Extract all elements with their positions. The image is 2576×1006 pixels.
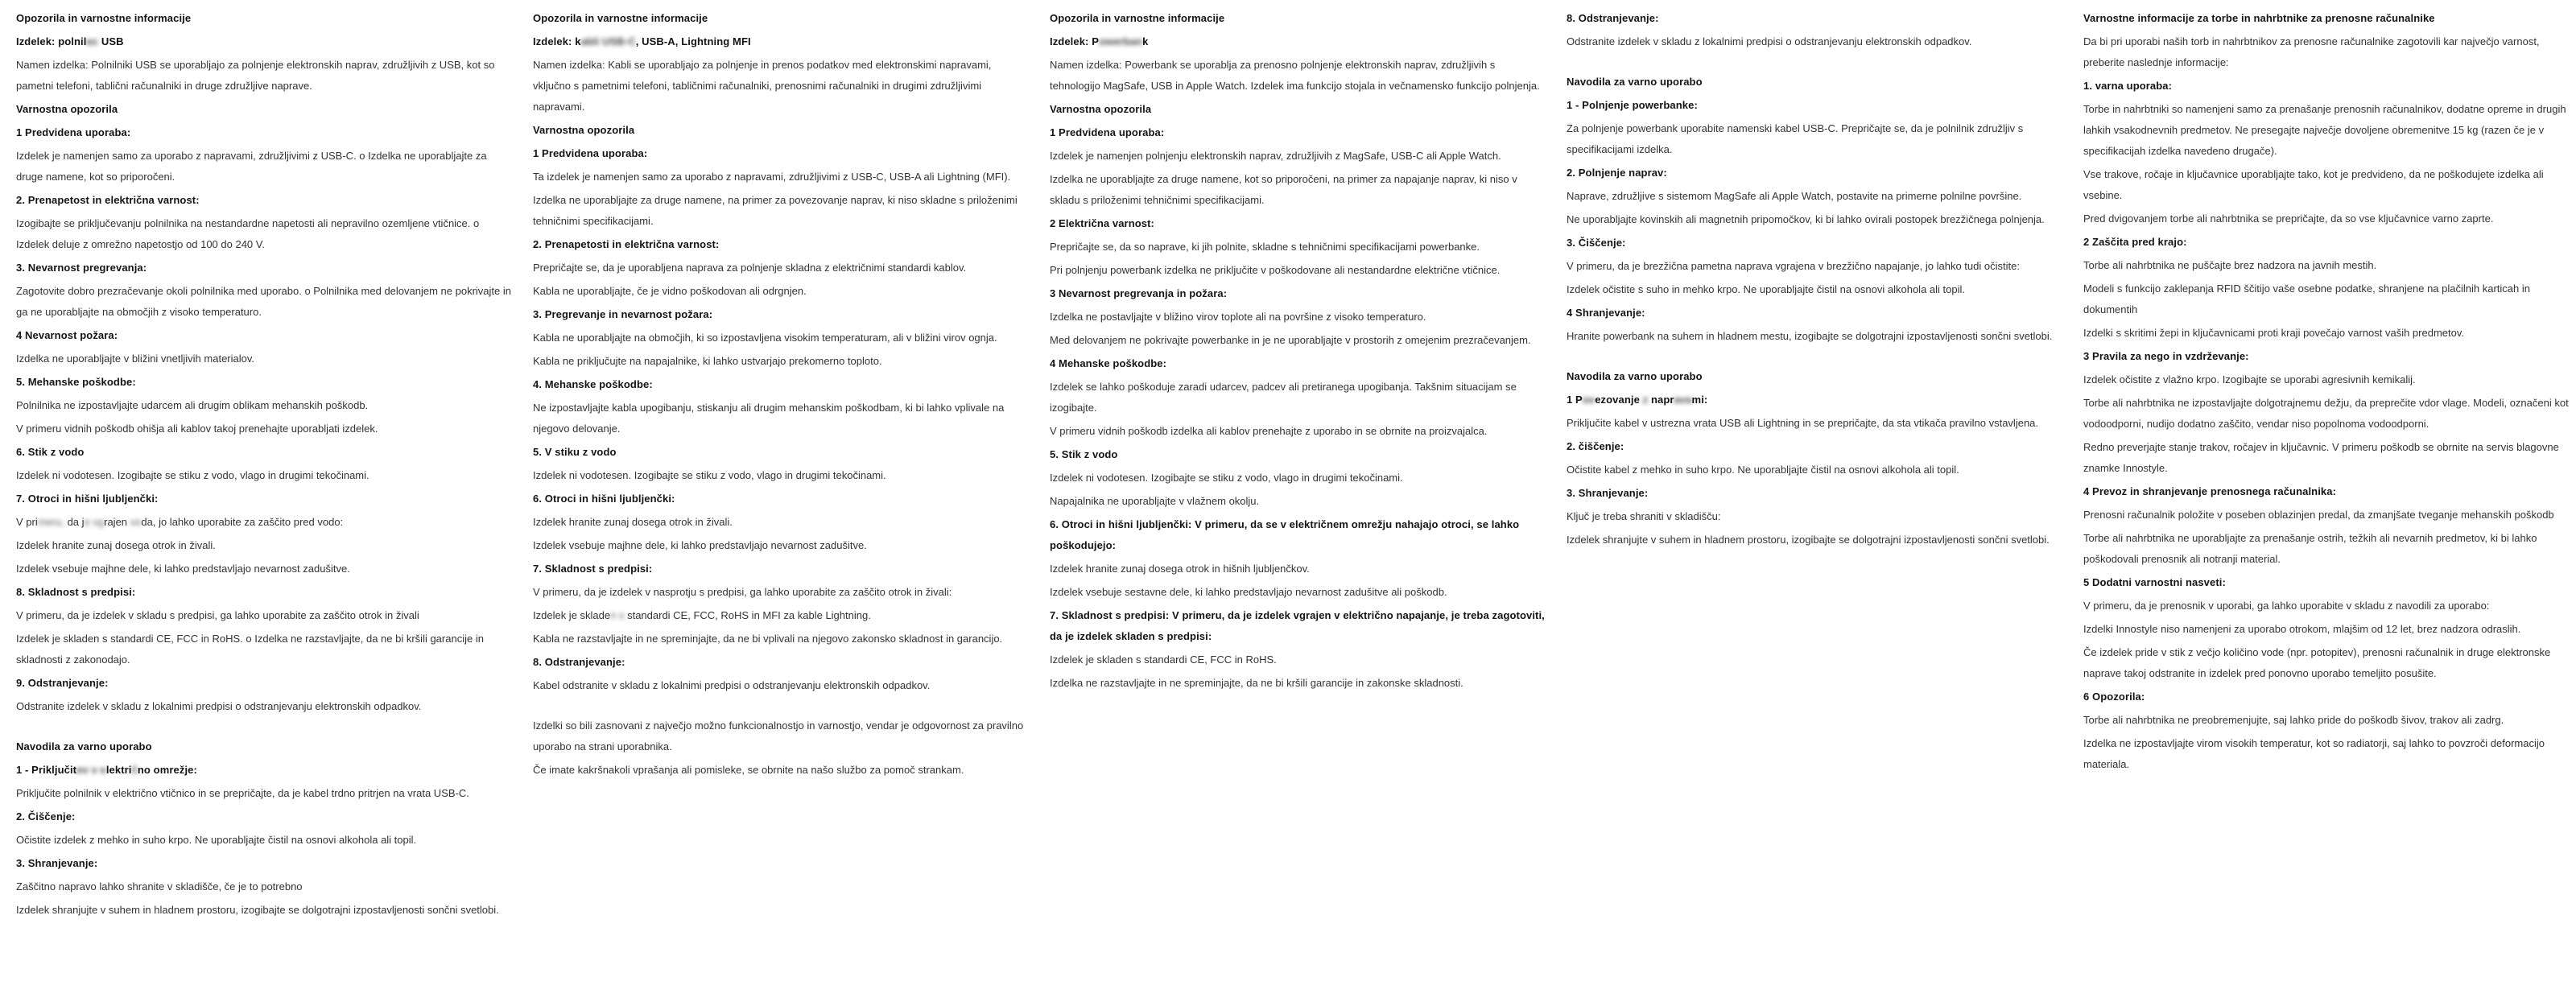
paragraph	[2083, 99, 2576, 162]
section-heading	[1567, 483, 2062, 504]
text-column-1	[16, 8, 511, 923]
text-run: V primeru vidnih poškodb izdelka ali kablov prenehajte z uporabo in se obrnite na proizvajalca.	[1050, 425, 1488, 437]
paragraph	[2083, 323, 2576, 344]
text-run: 4 Nevarnost požara:	[16, 329, 118, 341]
section-heading	[16, 489, 511, 509]
paragraph	[1050, 649, 1545, 670]
section-heading	[2083, 8, 2576, 29]
section-heading	[533, 120, 1028, 141]
smudged-text: ov	[1582, 394, 1596, 406]
text-run: mi:	[1691, 394, 1708, 406]
section-heading	[1567, 303, 2062, 324]
paragraph	[16, 418, 511, 439]
paragraph	[2083, 278, 2576, 320]
spacer	[1567, 55, 2062, 72]
paragraph	[533, 629, 1028, 649]
paragraph	[2083, 528, 2576, 570]
text-run: Za polnjenje powerbank uporabite namenski kabel USB-C. Prepričajte se, da je polnilnik združljiv s specifikacijami izdelka.	[1567, 122, 2024, 155]
section-heading	[2083, 346, 2576, 367]
text-run: Izdelek: P	[1050, 35, 1099, 47]
text-run: Izdelek vsebuje sestavne dele, ki lahko predstavljajo nevarnost zadušitve ali poškodb.	[1050, 586, 1447, 598]
text-column-4	[1567, 8, 2062, 923]
paragraph	[2083, 505, 2576, 526]
paragraph	[1050, 260, 1545, 281]
text-run: napr	[1648, 394, 1674, 406]
paragraph	[533, 465, 1028, 486]
paragraph	[1567, 186, 2062, 207]
text-run: 2 Zaščita pred krajo:	[2083, 236, 2187, 248]
section-heading	[533, 234, 1028, 255]
text-run: Torbe ali nahrbtnika ne puščajte brez nadzora na javnih mestih.	[2083, 259, 2377, 271]
text-run: Ključ je treba shraniti v skladišču:	[1567, 510, 1721, 522]
section-heading	[533, 143, 1028, 164]
text-run: Izdelka ne uporabljajte za druge namene, na primer za povezovanje naprav, ki niso skladne s priloženimi tehničnimi specifikacijami.	[533, 194, 1018, 227]
section-heading	[533, 489, 1028, 509]
text-run: Izdelek očistite z vlažno krpo. Izogibajte se uporabi agresivnih kemikalij.	[2083, 373, 2416, 385]
section-heading	[1050, 283, 1545, 304]
section-heading	[16, 325, 511, 346]
paragraph	[1567, 31, 2062, 52]
text-run: rajen	[104, 516, 128, 528]
section-heading	[2083, 76, 2576, 97]
text-run: 8. Odstranjevanje:	[1567, 12, 1659, 24]
section-heading	[1567, 436, 2062, 457]
text-run: Izdelek ni vodotesen. Izogibajte se stiku z vodo, vlago in drugimi tekočinami.	[533, 469, 886, 481]
text-run: Prenosni računalnik položite v poseben oblazinjen predal, da zmanjšate tveganje mehanskih poškodb	[2083, 509, 2554, 521]
text-run: , USB-A, Lightning MFI	[635, 35, 751, 47]
text-run: Izdelek očistite s suho in mehko krpo. Ne uporabljajte čistil na osnovi alkohola ali topil.	[1567, 283, 1965, 295]
text-run: Torbe ali nahrbtnika ne uporabljajte za prenašanje ostrih, težkih ali nevarnih predmetov, ki bi lahko poškodovali prenosnik ali notranji material.	[2083, 532, 2537, 565]
text-run: Izdelka ne razstavljajte in ne spreminjajte, da ne bi kršili garancije in zakonske skladnosti.	[1050, 677, 1463, 689]
smudged-text: abli USB-C	[580, 35, 636, 47]
section-heading	[16, 99, 511, 120]
paragraph	[16, 605, 511, 626]
text-run: Naprave, združljive s sistemom MagSafe ali Apple Watch, postavite na primerne polnilne površine.	[1567, 190, 2022, 202]
section-heading	[1567, 72, 2062, 93]
text-run: Varnostna opozorila	[1050, 103, 1152, 115]
text-column-5	[2083, 8, 2576, 923]
paragraph	[1050, 377, 1545, 418]
text-run: Izdelek je skladen s standardi CE, FCC in RoHS.	[1050, 653, 1277, 666]
section-heading	[1567, 163, 2062, 183]
text-run: Polnilnika ne izpostavljajte udarcem ali drugim oblikam mehanskih poškodb.	[16, 399, 369, 411]
text-run: 4 Prevoz in shranjevanje prenosnega računalnika:	[2083, 485, 2337, 497]
text-run: 3. Shranjevanje:	[1567, 487, 1649, 499]
text-run: 3. Pregrevanje in nevarnost požara:	[533, 308, 713, 320]
text-run: 1 Predvidena uporaba:	[16, 126, 131, 138]
text-run: 1 Predvidena uporaba:	[533, 147, 648, 159]
text-run: V primeru, da je izdelek v skladu s predpisi, ga lahko uporabite za zaščito otrok in živali	[16, 609, 419, 621]
section-heading	[1050, 31, 1545, 52]
text-run: Kabla ne uporabljajte na območjih, ki so izpostavljena visokim temperaturam, ali v bližini virov ognja.	[533, 332, 997, 344]
smudged-text: ava	[1674, 394, 1692, 406]
paragraph	[533, 167, 1028, 188]
section-heading	[1050, 353, 1545, 374]
spacer	[533, 699, 1028, 715]
text-run: 2. čiščenje:	[1567, 440, 1624, 452]
section-heading	[16, 806, 511, 827]
smudged-text: ec	[86, 35, 99, 47]
section-heading	[533, 31, 1028, 52]
text-run: 5. Mehanske poškodbe:	[16, 376, 136, 388]
section-heading	[1050, 99, 1545, 120]
paragraph	[2083, 733, 2576, 775]
section-heading	[1050, 8, 1545, 29]
paragraph	[1050, 673, 1545, 694]
text-run: V primeru, da je izdelek v nasprotju s predpisi, ga lahko uporabite za zaščito otrok in živali:	[533, 586, 952, 598]
text-run: Namen izdelka: Powerbank se uporablja za prenosno polnjenje elektronskih naprav, združljivih s tehnologijo MagSafe, USB in Apple Watch. Izdelek ima funkcijo stojala in večnamensko funkcijo polnjenja.	[1050, 59, 1540, 92]
section-heading	[16, 190, 511, 211]
smudged-text: č	[131, 764, 138, 776]
text-run: 5. Stik z vodo	[1050, 448, 1118, 460]
text-run: Priključite kabel v ustrezna vrata USB ali Lightning in se prepričajte, da sta vtikača pravilno vstavljena.	[1567, 417, 2039, 429]
text-run: 6 Opozorila:	[2083, 691, 2145, 703]
text-run: Očistite kabel z mehko in suho krpo. Ne uporabljajte čistil na osnovi alkohola ali topil.	[1567, 464, 1959, 476]
section-heading	[1050, 122, 1545, 143]
text-run: Opozorila in varnostne informacije	[1050, 12, 1225, 24]
text-run: Ne uporabljajte kovinskih ali magnetnih pripomočkov, ki bi lahko ovirali postopek brezžičnega polnjenja.	[1567, 213, 2045, 225]
text-run: Izdelka ne uporabljajte za druge namene, kot so priporočeni, na primer za napajanje naprav, ki niso v skladu s priloženimi tehničnimi specifikacijami.	[1050, 173, 1517, 206]
paragraph	[16, 830, 511, 851]
text-column-3	[1050, 8, 1545, 923]
paragraph	[533, 535, 1028, 556]
text-run: 7. Skladnost s predpisi:	[533, 563, 653, 575]
text-run: Očistite izdelek z mehko in suho krpo. Ne uporabljajte čistil na osnovi alkohola ali topil.	[16, 834, 417, 846]
text-run: 3. Nevarnost pregrevanja:	[16, 262, 147, 274]
text-run: lektri	[105, 764, 132, 776]
text-run: Izdelki Innostyle niso namenjeni za uporabo otrokom, mlajšim od 12 let, brez nadzora odraslih.	[2083, 623, 2521, 635]
text-run: Namen izdelka: Polnilniki USB se uporabljajo za polnjenje elektronskih naprav, združljivih z USB, kot so pametni telefoni, tablični računalniki in druge združljive naprave.	[16, 59, 495, 92]
section-heading	[533, 304, 1028, 325]
paragraph	[2083, 596, 2576, 616]
paragraph	[16, 512, 511, 533]
section-heading	[1050, 514, 1545, 556]
text-run: Varnostna opozorila	[16, 103, 118, 115]
paragraph	[1050, 146, 1545, 167]
paragraph	[1567, 413, 2062, 434]
paragraph	[16, 465, 511, 486]
text-run: Vse trakove, ročaje in ključavnice uporabljajte tako, kot je predvideno, da ne poškodujete izdelka ali vsebine.	[2083, 168, 2544, 201]
text-run: 9. Odstranjevanje:	[16, 677, 109, 689]
paragraph	[1050, 55, 1545, 97]
text-run: Izdelki s skritimi žepi in ključavnicami proti kraji povečajo varnost vaših predmetov.	[2083, 327, 2464, 339]
text-run: Izdelek: k	[533, 35, 581, 47]
text-run: Kabla ne razstavljajte in ne spreminjajte, da ne bi vplivali na njegovo zakonsko skladnost in garancijo.	[533, 633, 1003, 645]
text-run: 1 P	[1567, 394, 1583, 406]
paragraph	[16, 900, 511, 921]
text-run: 6. Stik z vodo	[16, 446, 85, 458]
text-run: 8. Odstranjevanje:	[533, 656, 625, 668]
paragraph	[1567, 256, 2062, 277]
text-run: 8. Skladnost s predpisi:	[16, 586, 136, 598]
text-run: 3. Čiščenje:	[1567, 237, 1626, 249]
paragraph	[16, 783, 511, 804]
section-heading	[16, 442, 511, 463]
section-heading	[533, 8, 1028, 29]
text-run: Izdelek shranjujte v suhem in hladnem prostoru, izogibajte se dolgotrajni izpostavljenosti sončni svetlobi.	[1567, 534, 2050, 546]
smudged-text: meru,	[37, 516, 64, 528]
smudged-text: n s	[610, 609, 625, 621]
text-run: Izdelek vsebuje majhne dele, ki lahko predstavljajo nevarnost zadušitve.	[533, 539, 867, 551]
text-run: V primeru, da je brezžična pametna naprava vgrajena v brezžično napajanje, jo lahko tudi očistite:	[1567, 260, 2020, 272]
text-run: no omrežje:	[137, 764, 197, 776]
paragraph	[533, 190, 1028, 232]
paragraph	[2083, 208, 2576, 229]
paragraph	[533, 512, 1028, 533]
paragraph	[533, 605, 1028, 626]
text-run: 4 Shranjevanje:	[1567, 307, 1645, 319]
text-run: standardi CE, FCC, RoHS in MFI za kable Lightning.	[624, 609, 871, 621]
text-run: Priključite polnilnik v električno vtičnico in se prepričajte, da je kabel trdno pritrjen na vrata USB-C.	[16, 787, 469, 799]
paragraph	[1567, 506, 2062, 527]
text-run: Redno preverjajte stanje trakov, ročajev in ključavnic. V primeru poškodb se obrnite na servis blagovne znamke Innostyle.	[2083, 441, 2559, 474]
section-heading	[16, 736, 511, 757]
text-run: Izdelek je namenjen polnjenju elektronskih naprav, združljivih z MagSafe, USB-C ali Apple Watch.	[1050, 150, 1501, 162]
paragraph	[2083, 710, 2576, 731]
section-heading	[16, 8, 511, 29]
text-run: Izdelek shranjujte v suhem in hladnem prostoru, izogibajte se dolgotrajni izpostavljenosti sončni svetlobi.	[16, 904, 499, 916]
section-heading	[16, 31, 511, 52]
paragraph	[1050, 237, 1545, 258]
section-heading	[16, 853, 511, 874]
section-heading	[16, 673, 511, 694]
text-run: Zaščitno napravo lahko shranite v skladišče, če je to potrebno	[16, 880, 303, 893]
text-run: V pri	[16, 516, 38, 528]
spacer	[16, 719, 511, 736]
section-heading	[16, 582, 511, 603]
section-heading	[1567, 390, 2062, 410]
text-run: 3 Pravila za nego in vzdrževanje:	[2083, 350, 2249, 362]
text-run: 4. Mehanske poškodbe:	[533, 378, 653, 390]
paragraph	[16, 559, 511, 579]
text-run: 1 - Polnjenje powerbanke:	[1567, 99, 1698, 111]
text-run: Prepričajte se, da je uporabljena naprava za polnjenje skladna z električnimi standardi kablov.	[533, 262, 967, 274]
paragraph	[533, 351, 1028, 372]
paragraph	[1050, 559, 1545, 579]
text-run: Izdelki so bili zasnovani z največjo možno funkcionalnostjo in varnostjo, vendar je odgovornost za pravilno uporabo na strani uporabnika.	[533, 719, 1024, 752]
text-run: Izdelek je skladen s standardi CE, FCC in RoHS. o Izdelka ne razstavljajte, da ne bi kršili garancije in skladnosti z zakonodajo.	[16, 633, 484, 666]
text-run: Izdelek je namenjen samo za uporabo z napravami, združljivimi z USB-C. o Izdelka ne uporabljajte za druge namene, kot so priporočeni.	[16, 150, 487, 183]
text-run: Navodila za varno uporabo	[1567, 370, 1703, 382]
text-run: V primeru vidnih poškodb ohišja ali kablov takoj prenehajte uporabljati izdelek.	[16, 423, 378, 435]
paragraph	[2083, 437, 2576, 479]
section-heading	[1050, 213, 1545, 234]
text-run: Izdelek je sklade	[533, 609, 611, 621]
text-run: da, jo lahko uporabite za zaščito pred vodo:	[141, 516, 344, 528]
text-run: Izdelek hranite zunaj dosega otrok in hišnih ljubljenčkov.	[1050, 563, 1310, 575]
section-heading	[16, 372, 511, 393]
text-run: Izdelek: polnil	[16, 35, 87, 47]
paragraph	[533, 760, 1028, 781]
section-heading	[16, 122, 511, 143]
text-run: Opozorila in varnostne informacije	[533, 12, 708, 24]
section-heading	[2083, 481, 2576, 502]
paragraph	[1050, 169, 1545, 211]
text-run: Izogibajte se priključevanju polnilnika na nestandardne napetosti ali nepravilno ozemljene vtičnice. o Izdelek deluje z omrežno napetostjo od 100 do 240 V.	[16, 217, 480, 250]
text-run: 2. Čiščenje:	[16, 810, 76, 823]
text-run: Navodila za varno uporabo	[1567, 76, 1703, 88]
paragraph	[2083, 31, 2576, 73]
text-run: Hranite powerbank na suhem in hladnem mestu, izogibajte se dolgotrajni izpostavljenosti sončni svetlobi.	[1567, 330, 2053, 342]
paragraph	[533, 258, 1028, 278]
paragraph	[1050, 421, 1545, 442]
text-run: 1. varna uporaba:	[2083, 80, 2173, 92]
paragraph	[16, 629, 511, 670]
paragraph	[16, 696, 511, 717]
text-run: Odstranite izdelek v skladu z lokalnimi predpisi o odstranjevanju elektronskih odpadkov.	[16, 700, 422, 712]
text-run: Varnostna opozorila	[533, 124, 635, 136]
paragraph	[533, 281, 1028, 302]
text-run: Odstranite izdelek v skladu z lokalnimi predpisi o odstranjevanju elektronskih odpadkov.	[1567, 35, 1972, 47]
text-run: Da bi pri uporabi naših torb in nahrbtnikov za prenosne računalnike zagotovili kar največjo varnost, preberite naslednje informacije:	[2083, 35, 2540, 68]
paragraph	[1050, 582, 1545, 603]
paragraph	[1050, 491, 1545, 512]
text-run: Navodila za varno uporabo	[16, 740, 152, 752]
paragraph	[2083, 642, 2576, 684]
section-heading	[1050, 444, 1545, 465]
text-run: 5. V stiku z vodo	[533, 446, 617, 458]
paragraph	[2083, 164, 2576, 206]
paragraph	[1567, 530, 2062, 550]
paragraph	[533, 582, 1028, 603]
text-run: Če imate kakršnakoli vprašanja ali pomisleke, se obrnite na našo službo za pomoč strankam.	[533, 764, 964, 776]
paragraph	[1567, 118, 2062, 160]
text-run: Ne izpostavljajte kabla upogibanju, stiskanju ali drugim mehanskim poškodbam, ki bi lahko vplivale na njegovo delovanje.	[533, 402, 1005, 435]
section-heading	[533, 374, 1028, 395]
paragraph	[533, 55, 1028, 118]
text-run: Izdelka ne izpostavljajte virom visokih temperatur, kot so radiatorji, saj lahko to povzroči deformacijo materiala.	[2083, 737, 2545, 770]
text-run: Izdelek vsebuje majhne dele, ki lahko predstavljajo nevarnost zadušitve.	[16, 563, 350, 575]
section-heading	[2083, 572, 2576, 593]
paragraph	[16, 876, 511, 897]
paragraph	[16, 395, 511, 416]
text-run: 2. Polnjenje naprav:	[1567, 167, 1667, 179]
section-heading	[533, 442, 1028, 463]
text-run: Izdelek hranite zunaj dosega otrok in živali.	[533, 516, 733, 528]
paragraph	[533, 715, 1028, 757]
text-run: da j	[64, 516, 85, 528]
text-run: Če izdelek pride v stik z večjo količino vode (npr. potopitev), prenosni računalnik in druge elektronske naprave takoj odstranite in izdelek pred ponovno uporabo temeljito posušite.	[2083, 646, 2551, 679]
smudged-text: owerban	[1098, 35, 1143, 47]
section-heading	[1567, 8, 2062, 29]
text-run: Izdelek ni vodotesen. Izogibajte se stiku z vodo, vlago in drugimi tekočinami.	[16, 469, 369, 481]
spacer	[1567, 349, 2062, 366]
text-run: Izdelka ne postavljajte v bližino virov toplote ali na površine z visoko temperaturo.	[1050, 311, 1426, 323]
text-run: 2. Prenapetosti in električna varnost:	[533, 238, 720, 250]
paragraph	[2083, 619, 2576, 640]
text-run: Pri polnjenju powerbank izdelka ne priključite v poškodovane ali nestandardne električne vtičnice.	[1050, 264, 1501, 276]
section-heading	[533, 559, 1028, 579]
text-run: 6. Otroci in hišni ljubljenčki:	[533, 493, 675, 505]
text-run: 1 Predvidena uporaba:	[1050, 126, 1165, 138]
paragraph	[533, 398, 1028, 439]
text-run: V primeru, da je prenosnik v uporabi, ga lahko uporabite v skladu z navodili za uporabo:	[2083, 600, 2490, 612]
paragraph	[1567, 326, 2062, 347]
text-run: Modeli s funkcijo zaklepanja RFID ščitijo vaše osebne podatke, shranjene na plačilnih karticah in dokumentih	[2083, 282, 2530, 315]
paragraph	[533, 675, 1028, 696]
paragraph	[16, 348, 511, 369]
section-heading	[1050, 605, 1545, 647]
text-run: 7. Skladnost s predpisi: V primeru, da je izdelek vgrajen v električno napajanje, je treba zagotoviti, da je izdelek skladen s predpisi:	[1050, 609, 1545, 642]
text-run: Kabla ne uporabljajte, če je vidno poškodovan ali odrgnjen.	[533, 285, 807, 297]
text-run: USB	[98, 35, 124, 47]
paragraph	[2083, 369, 2576, 390]
text-run: Pred dvigovanjem torbe ali nahrbtnika se prepričajte, da so vse ključavnice varno zaprte.	[2083, 212, 2494, 225]
paragraph	[2083, 255, 2576, 276]
text-run: Torbe ali nahrbtnika ne izpostavljajte dolgotrajnemu dežju, da preprečite vdor vlage. Modeli, označeni kot vodoodporni, nudijo dodatno zaščito, vendar niso popolnoma vodoodporni.	[2083, 397, 2569, 430]
text-run: Izdelek ni vodotesen. Izogibajte se stiku z vodo, vlago in drugimi tekočinami.	[1050, 472, 1403, 484]
text-run: Torbe ali nahrbtnika ne preobremenjujte, saj lahko pride do poškodb šivov, trakov ali zadrg.	[2083, 714, 2504, 726]
paragraph	[1050, 330, 1545, 351]
paragraph	[1567, 209, 2062, 230]
text-run: 3 Nevarnost pregrevanja in požara:	[1050, 287, 1228, 299]
paragraph	[1050, 468, 1545, 489]
section-heading	[1567, 233, 2062, 254]
text-run: Izdelka ne uporabljajte v bližini vnetljivih materialov.	[16, 353, 255, 365]
smudged-text: ev v e	[76, 764, 106, 776]
text-run: Izdelek hranite zunaj dosega otrok in živali.	[16, 539, 216, 551]
text-run: Varnostne informacije za torbe in nahrbtnike za prenosne računalnike	[2083, 12, 2435, 24]
section-heading	[16, 258, 511, 278]
text-run: 5 Dodatni varnostni nasveti:	[2083, 576, 2226, 588]
paragraph	[16, 213, 511, 255]
section-heading	[2083, 686, 2576, 707]
smudged-text: e vg	[84, 516, 105, 528]
paragraph	[1567, 279, 2062, 300]
text-run: Napajalnika ne uporabljajte v vlažnem okolju.	[1050, 495, 1260, 507]
text-run: Kabel odstranite v skladu z lokalnimi predpisi o odstranjevanju elektronskih odpadkov.	[533, 679, 931, 691]
text-run: k	[1142, 35, 1149, 47]
text-run: Namen izdelka: Kabli se uporabljajo za polnjenje in prenos podatkov med elektronskimi napravami, vključno s pametnimi telefoni, tabličnimi računalniki, prenosnimi računalniki in drugimi združljivimi napravami.	[533, 59, 992, 113]
text-run: Med delovanjem ne pokrivajte powerbanke in je ne uporabljajte v prostorih z omejenim prezračevanjem.	[1050, 334, 1531, 346]
text-run: 2. Prenapetost in električna varnost:	[16, 194, 200, 206]
paragraph	[2083, 393, 2576, 435]
text-run: Kabla ne priključujte na napajalnike, ki lahko ustvarjajo prekomerno toploto.	[533, 355, 882, 367]
text-run: 3. Shranjevanje:	[16, 857, 98, 869]
paragraph	[533, 328, 1028, 348]
paragraph	[1050, 307, 1545, 328]
text-run: Izdelek se lahko poškoduje zaradi udarcev, padcev ali pretiranega upogibanja. Takšnim situacijam se izogibajte.	[1050, 381, 1517, 414]
section-heading	[1567, 95, 2062, 116]
paragraph	[1567, 460, 2062, 480]
text-run: 7. Otroci in hišni ljubljenčki:	[16, 493, 159, 505]
section-heading	[2083, 232, 2576, 253]
text-column-2	[533, 8, 1028, 923]
text-run: Torbe in nahrbtniki so namenjeni samo za prenašanje prenosnih računalnikov, dodatne opreme in drugih lahkih vsakodnevnih predmetov. Ne presegajte največje dovoljene obremenitve 15 kg (razen če je v specifikacijah izdelka navedeno drugače).	[2083, 103, 2566, 157]
text-run: Zagotovite dobro prezračevanje okoli polnilnika med uporabo. o Polnilnika med delovanjem ne pokrivajte in ga ne uporabljajte na območjih z visoko temperaturo.	[16, 285, 511, 318]
section-heading	[16, 760, 511, 781]
text-run: 4 Mehanske poškodbe:	[1050, 357, 1167, 369]
smudged-text: z	[1642, 394, 1649, 406]
smudged-text: vo	[127, 516, 142, 528]
paragraph	[16, 535, 511, 556]
text-run: Prepričajte se, da so naprave, ki jih polnite, skladne s tehničnimi specifikacijami powerbanke.	[1050, 241, 1480, 253]
paragraph	[16, 146, 511, 188]
text-run: 2 Električna varnost:	[1050, 217, 1154, 229]
text-run: 1 - Priključit	[16, 764, 77, 776]
paragraph	[16, 281, 511, 323]
text-run: Ta izdelek je namenjen samo za uporabo z napravami, združljivimi z USB-C, USB-A ali Lightning (MFI).	[533, 171, 1011, 183]
text-run: 6. Otroci in hišni ljubljenčki: V primeru, da se v električnem omrežju nahajajo otroci, se lahko poškodujejo:	[1050, 518, 1520, 551]
section-heading	[1567, 366, 2062, 387]
paragraph	[16, 55, 511, 97]
section-heading	[533, 652, 1028, 673]
text-run: Opozorila in varnostne informacije	[16, 12, 192, 24]
text-run: ezovanje	[1595, 394, 1643, 406]
